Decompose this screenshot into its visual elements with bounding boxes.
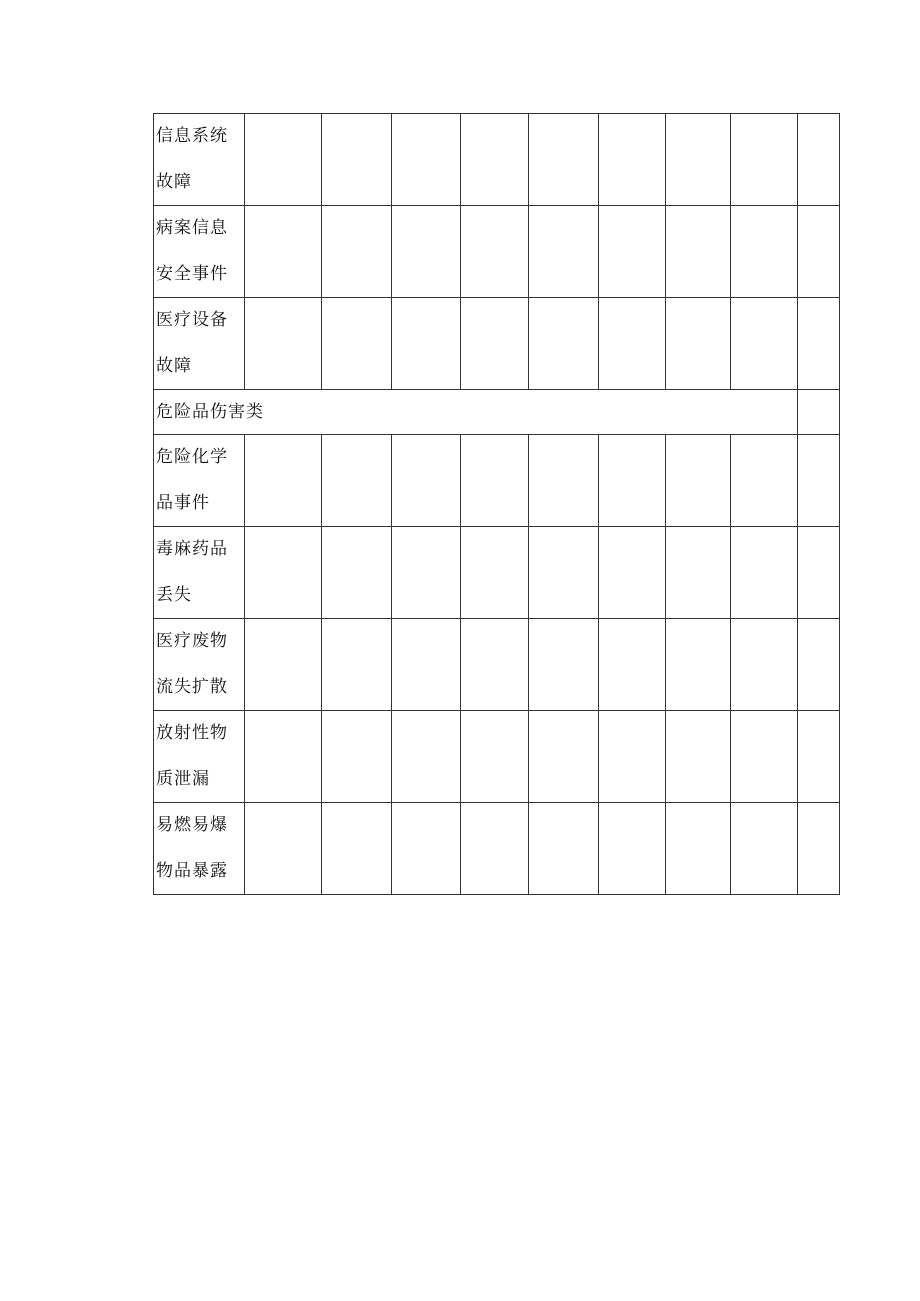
item-label: 信息系统 故障 <box>156 126 228 192</box>
empty-cell <box>731 298 798 390</box>
item-label: 医疗设备 故障 <box>156 310 228 376</box>
empty-cell <box>392 619 461 711</box>
empty-cell <box>731 619 798 711</box>
empty-cell <box>666 619 731 711</box>
item-name-cell <box>154 298 245 390</box>
empty-cell <box>731 803 798 895</box>
item-name-cell <box>154 114 245 206</box>
empty-cell <box>731 435 798 527</box>
empty-cell <box>245 803 322 895</box>
table-row <box>154 527 840 619</box>
category-cell <box>154 390 798 435</box>
empty-cell <box>731 114 798 206</box>
empty-cell <box>245 206 322 298</box>
empty-cell <box>461 298 529 390</box>
empty-cell <box>392 206 461 298</box>
empty-cell <box>666 298 731 390</box>
empty-cell <box>461 619 529 711</box>
table-row <box>154 206 840 298</box>
empty-cell <box>599 206 666 298</box>
empty-cell <box>666 711 731 803</box>
empty-cell <box>392 114 461 206</box>
item-label: 医疗废物 流失扩散 <box>156 631 228 697</box>
empty-cell <box>731 711 798 803</box>
empty-cell <box>798 390 840 435</box>
item-label: 毒麻药品 丢失 <box>156 539 228 605</box>
empty-cell <box>322 435 392 527</box>
empty-cell <box>529 298 599 390</box>
table-row <box>154 435 840 527</box>
category-label: 危险品伤害类 <box>156 402 264 422</box>
item-name-cell <box>154 711 245 803</box>
empty-cell <box>322 711 392 803</box>
item-name-cell <box>154 435 245 527</box>
empty-cell <box>461 711 529 803</box>
empty-cell <box>798 711 840 803</box>
empty-cell <box>392 435 461 527</box>
empty-cell <box>322 527 392 619</box>
empty-cell <box>245 619 322 711</box>
empty-cell <box>392 298 461 390</box>
empty-cell <box>666 206 731 298</box>
empty-cell <box>798 803 840 895</box>
empty-cell <box>798 435 840 527</box>
item-label: 病案信息 安全事件 <box>156 218 228 284</box>
empty-cell <box>322 803 392 895</box>
empty-cell <box>599 803 666 895</box>
empty-cell <box>798 527 840 619</box>
empty-cell <box>461 114 529 206</box>
incident-table <box>153 113 840 895</box>
empty-cell <box>529 206 599 298</box>
empty-cell <box>666 803 731 895</box>
empty-cell <box>529 527 599 619</box>
empty-cell <box>731 206 798 298</box>
empty-cell <box>599 711 666 803</box>
empty-cell <box>461 435 529 527</box>
empty-cell <box>245 114 322 206</box>
empty-cell <box>461 206 529 298</box>
item-label: 危险化学 品事件 <box>156 447 228 513</box>
empty-cell <box>461 803 529 895</box>
empty-cell <box>666 114 731 206</box>
empty-cell <box>392 527 461 619</box>
empty-cell <box>599 298 666 390</box>
empty-cell <box>461 527 529 619</box>
item-name-cell <box>154 619 245 711</box>
item-name-cell <box>154 527 245 619</box>
empty-cell <box>322 619 392 711</box>
empty-cell <box>392 803 461 895</box>
item-label: 放射性物 质泄漏 <box>156 723 228 789</box>
empty-cell <box>798 298 840 390</box>
empty-cell <box>731 527 798 619</box>
empty-cell <box>529 435 599 527</box>
empty-cell <box>599 114 666 206</box>
empty-cell <box>666 527 731 619</box>
empty-cell <box>245 435 322 527</box>
empty-cell <box>322 114 392 206</box>
table-row <box>154 803 840 895</box>
empty-cell <box>322 298 392 390</box>
empty-cell <box>529 711 599 803</box>
table-row <box>154 298 840 390</box>
table-row <box>154 619 840 711</box>
empty-cell <box>529 619 599 711</box>
table-row <box>154 711 840 803</box>
empty-cell <box>798 619 840 711</box>
empty-cell <box>798 114 840 206</box>
table-row <box>154 114 840 206</box>
item-name-cell <box>154 206 245 298</box>
item-name-cell <box>154 803 245 895</box>
empty-cell <box>599 435 666 527</box>
empty-cell <box>392 711 461 803</box>
empty-cell <box>666 435 731 527</box>
item-label: 易燃易爆 物品暴露 <box>156 815 228 881</box>
table-body <box>154 114 840 895</box>
category-row <box>154 390 840 435</box>
empty-cell <box>322 206 392 298</box>
empty-cell <box>599 527 666 619</box>
empty-cell <box>529 114 599 206</box>
empty-cell <box>599 619 666 711</box>
empty-cell <box>245 711 322 803</box>
empty-cell <box>798 206 840 298</box>
empty-cell <box>245 527 322 619</box>
empty-cell <box>245 298 322 390</box>
empty-cell <box>529 803 599 895</box>
